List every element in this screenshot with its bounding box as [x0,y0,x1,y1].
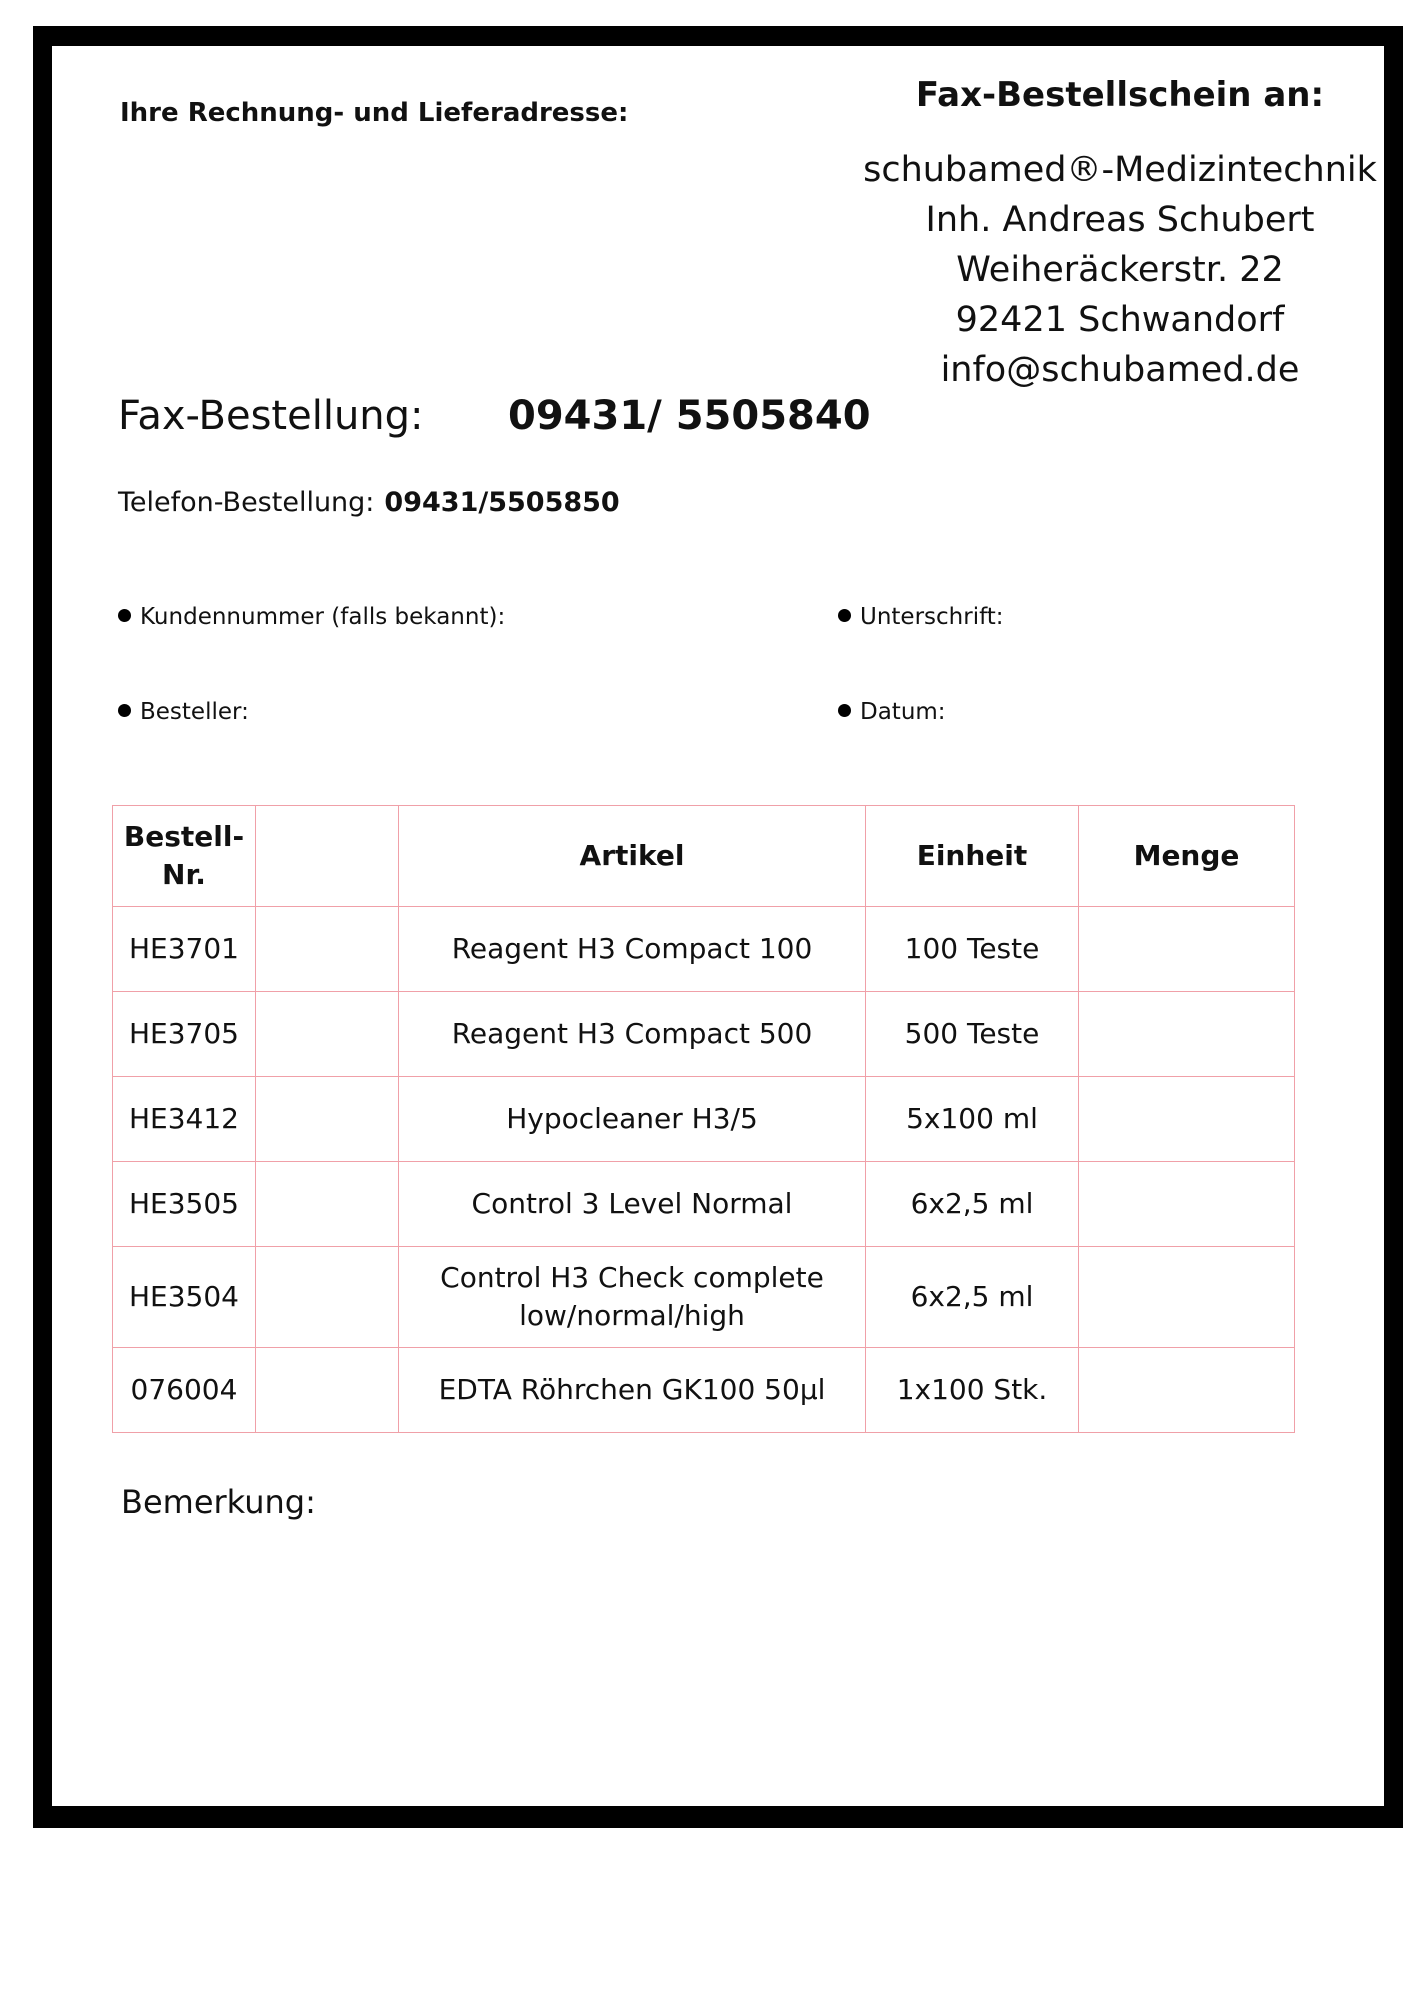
table-header-row [113,806,1295,907]
cell-order-no: HE3504 [113,1247,256,1348]
cell-order-no: 076004 [113,1348,256,1433]
remark-label: Bemerkung: [121,1483,316,1521]
phone-order-label: Telefon-Bestellung: [118,487,375,518]
recipient-city: 92421 Schwandorf [955,300,1285,340]
cell-quantity[interactable] [1079,1348,1295,1433]
cell-order-no: HE3412 [113,1077,256,1162]
table-row [113,1077,1295,1162]
phone-order-number: 09431/5505850 [384,487,620,518]
table-row [113,992,1295,1077]
table-row [113,907,1295,992]
cell-article: EDTA Röhrchen GK100 50µl [399,1348,866,1433]
recipient-street: Weiheräckerstr. 22 [956,250,1284,290]
header-unit: Einheit [866,806,1079,907]
cell-blank [256,1162,399,1247]
cell-article: Hypocleaner H3/5 [399,1077,866,1162]
cell-blank [256,992,399,1077]
header-quantity: Menge [1079,806,1295,907]
cell-unit: 6x2,5 ml [866,1162,1079,1247]
signature-label: Unterschrift: [860,604,1004,630]
order-table [112,805,1295,1433]
cell-article: Reagent H3 Compact 100 [399,907,866,992]
cell-quantity[interactable] [1079,1247,1295,1348]
cell-unit: 100 Teste [866,907,1079,992]
cell-blank [256,1247,399,1348]
header-order-no: Bestell-Nr. [113,806,256,907]
fax-to-title: Fax-Bestellschein an: [915,75,1325,115]
date-field[interactable] [838,699,946,725]
cell-order-no: HE3505 [113,1162,256,1247]
recipient-owner: Inh. Andreas Schubert [925,200,1315,240]
cell-article: Reagent H3 Compact 500 [399,992,866,1077]
cell-quantity[interactable] [1079,907,1295,992]
customer-number-label: Kundennummer (falls bekannt): [140,604,506,630]
orderer-label: Besteller: [140,699,249,725]
header-article: Artikel [399,806,866,907]
cell-blank [256,1077,399,1162]
cell-article: Control H3 Check complete low/normal/high [399,1247,866,1348]
cell-quantity[interactable] [1079,1162,1295,1247]
cell-unit: 5x100 ml [866,1077,1079,1162]
cell-unit: 500 Teste [866,992,1079,1077]
recipient-company: schubamed®-Medizintechnik [863,150,1377,190]
table-row [113,1247,1295,1348]
cell-quantity[interactable] [1079,992,1295,1077]
bullet-icon [838,609,851,622]
cell-blank [256,907,399,992]
bullet-icon [118,704,131,717]
customer-number-field[interactable] [118,604,505,630]
cell-quantity[interactable] [1079,1077,1295,1162]
recipient-address [840,145,1400,395]
orderer-field[interactable] [118,699,249,725]
recipient-email[interactable]: info@schubamed.de [940,350,1300,390]
date-label: Datum: [860,699,946,725]
table-row [113,1162,1295,1247]
header-blank [256,806,399,907]
table-row [113,1348,1295,1433]
address-label: Ihre Rechnung- und Lieferadresse: [120,98,629,128]
bullet-icon [118,609,131,622]
cell-article: Control 3 Level Normal [399,1162,866,1247]
cell-unit: 1x100 Stk. [866,1348,1079,1433]
cell-order-no: HE3701 [113,907,256,992]
cell-unit: 6x2,5 ml [866,1247,1079,1348]
signature-field[interactable] [838,604,1004,630]
bullet-icon [838,704,851,717]
fax-order-number: 09431/ 5505840 [508,393,871,439]
cell-blank [256,1348,399,1433]
cell-order-no: HE3705 [113,992,256,1077]
phone-order [118,487,620,518]
fax-order-label: Fax-Bestellung: [118,393,424,439]
